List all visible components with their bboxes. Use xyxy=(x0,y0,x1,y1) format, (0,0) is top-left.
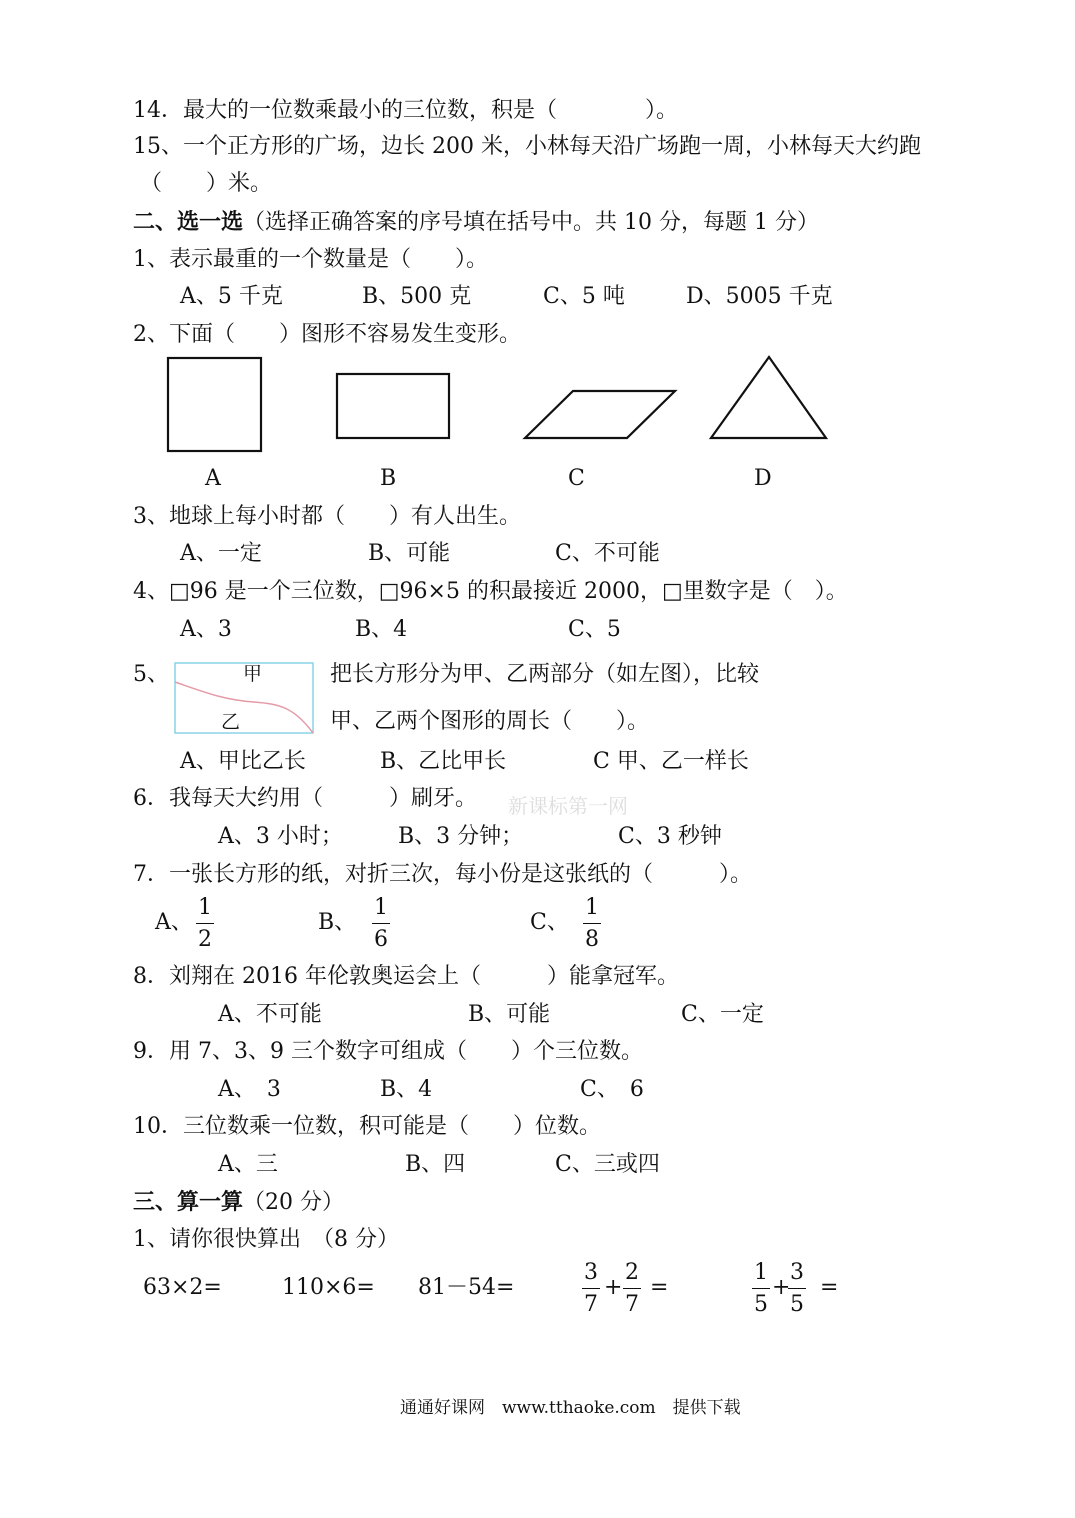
denominator: 7 xyxy=(584,1292,598,1317)
choice-q6-option-a: A、3 小时； xyxy=(218,824,343,849)
section-3-heading xyxy=(133,1191,344,1214)
choice-q10-option-c: C、三或四 xyxy=(555,1152,660,1177)
numerator: 1 xyxy=(754,1260,768,1285)
numerator: 1 xyxy=(585,895,599,920)
dividing-curve xyxy=(175,682,313,733)
numerator: 1 xyxy=(198,895,212,920)
choice-q7-option-c-label: C、 xyxy=(530,910,569,935)
choice-q9-option-c: C、 6 xyxy=(580,1077,644,1102)
choice-q10-option-b: B、四 xyxy=(405,1152,466,1177)
choice-q7-stem: 7．一张长方形的纸，对折三次，每小份是这张纸的（ ）。 xyxy=(133,862,752,887)
figure-label-jia: 甲 xyxy=(243,663,263,685)
page-footer: 通通好课网 www.tthaoke.com 提供下载 xyxy=(400,1398,741,1418)
calc-frac1-a xyxy=(582,1262,600,1316)
choice-q9-option-b: B、4 xyxy=(380,1077,433,1102)
calc-frac1-operator: + xyxy=(604,1275,623,1300)
choice-q4-option-a: A、3 xyxy=(180,617,232,642)
choice-q5-option-a: A、甲比乙长 xyxy=(180,749,306,774)
choice-q5-line1: 把长方形分为甲、乙两部分（如左图），比较 xyxy=(330,662,760,687)
watermark-text: 新课标第一网 xyxy=(508,794,628,818)
choice-q7-option-b-label: B、 xyxy=(318,910,357,935)
numerator: 1 xyxy=(374,895,388,920)
calc-frac2-b xyxy=(788,1262,806,1316)
section-2-note: （选择正确答案的序号填在括号中。共 10 分，每题 1 分） xyxy=(243,210,819,235)
calc-frac2-operator: + xyxy=(772,1275,791,1300)
choice-q1-option-d: D、5005 千克 xyxy=(686,284,833,309)
choice-q10-option-a: A、三 xyxy=(218,1152,278,1177)
choice-q8-option-a: A、不可能 xyxy=(218,1002,322,1027)
rectangle-shape xyxy=(337,374,449,438)
square-shape xyxy=(168,358,261,451)
choice-q3-option-a: A、一定 xyxy=(180,541,262,566)
choice-q3-stem: 3、地球上每小时都（ ）有人出生。 xyxy=(133,504,521,529)
numerator: 3 xyxy=(584,1260,598,1285)
denominator: 6 xyxy=(374,927,388,952)
choice-q1-stem: 1、表示最重的一个数量是（ ）。 xyxy=(133,247,488,272)
section-2-title: 二、选一选 xyxy=(133,209,244,235)
choice-q7-option-b-fraction xyxy=(372,897,390,951)
section-2-heading xyxy=(133,211,819,234)
calc-frac2-a xyxy=(752,1262,770,1316)
choice-q9-stem: 9．用 7、3、9 三个数字可组成（ ）个三位数。 xyxy=(133,1039,643,1064)
choice-q1-option-b: B、500 克 xyxy=(362,284,472,309)
parallelogram-shape xyxy=(525,391,675,438)
choice-q6-stem: 6．我每天大约用（ ）刷牙。 xyxy=(133,786,477,811)
choice-q5-line2: 甲、乙两个图形的周长（ ）。 xyxy=(330,709,650,734)
numerator: 2 xyxy=(625,1260,639,1285)
calc-frac1-b xyxy=(623,1262,641,1316)
section-3-note: （20 分） xyxy=(243,1190,345,1215)
calc-item-2: 110×6= xyxy=(282,1275,375,1300)
question-15-line2: （ ）米。 xyxy=(140,171,273,196)
shape-label-a: A xyxy=(205,466,221,491)
choice-q9-option-a: A、 3 xyxy=(218,1077,281,1102)
choice-q2-shapes xyxy=(160,350,840,460)
choice-q6-option-c: C、3 秒钟 xyxy=(618,824,722,849)
denominator: 8 xyxy=(585,927,599,952)
choice-q4-stem: 4、□96 是一个三位数，□96×5 的积最接近 2000，□里数字是（ ）。 xyxy=(133,579,848,604)
section-3-title: 三、算一算 xyxy=(133,1189,244,1215)
choice-q8-option-b: B、可能 xyxy=(468,1002,551,1027)
figure-label-yi: 乙 xyxy=(221,711,241,733)
denominator: 7 xyxy=(625,1292,639,1317)
choice-q5-number: 5、 xyxy=(133,662,169,687)
choice-q1-option-a: A、5 千克 xyxy=(180,284,283,309)
choice-q8-stem: 8．刘翔在 2016 年伦敦奥运会上（ ）能拿冠军。 xyxy=(133,964,679,989)
calc-frac2-equals: = xyxy=(820,1275,839,1300)
denominator: 5 xyxy=(754,1292,768,1317)
shape-label-b: B xyxy=(380,466,397,491)
choice-q5-option-b: B、乙比甲长 xyxy=(380,749,507,774)
calc-item-3: 81－54= xyxy=(418,1275,515,1300)
choice-q7-option-c-fraction xyxy=(583,897,601,951)
denominator: 5 xyxy=(790,1292,804,1317)
choice-q8-option-c: C、一定 xyxy=(681,1002,764,1027)
calc-q1-stem: 1、请你很快算出 （8 分） xyxy=(133,1227,399,1252)
choice-q4-option-c: C、5 xyxy=(568,617,621,642)
question-14: 14．最大的一位数乘最小的三位数，积是（ ）。 xyxy=(133,98,678,123)
denominator: 2 xyxy=(198,927,212,952)
choice-q10-stem: 10．三位数乘一位数，积可能是（ ）位数。 xyxy=(133,1114,601,1139)
choice-q6-option-b: B、3 分钟； xyxy=(398,824,524,849)
shape-label-d: D xyxy=(754,466,772,491)
choice-q7-option-a-label: A、 xyxy=(155,910,193,935)
numerator: 3 xyxy=(790,1260,804,1285)
question-15-line1: 15、一个正方形的广场，边长 200 米，小林每天沿广场跑一周，小林每天大约跑 xyxy=(133,134,921,159)
calc-frac1-equals: = xyxy=(650,1275,669,1300)
calc-item-1: 63×2= xyxy=(143,1275,222,1300)
triangle-shape xyxy=(711,357,826,438)
choice-q3-option-b: B、可能 xyxy=(368,541,451,566)
choice-q3-option-c: C、不可能 xyxy=(555,541,660,566)
choice-q5-option-c: C 甲、乙一样长 xyxy=(593,749,749,774)
choice-q2-stem: 2、下面（ ）图形不容易发生变形。 xyxy=(133,322,521,347)
shape-label-c: C xyxy=(568,466,585,491)
choice-q4-option-b: B、4 xyxy=(355,617,408,642)
choice-q7-option-a-fraction xyxy=(196,897,214,951)
choice-q1-option-c: C、5 吨 xyxy=(543,284,625,309)
